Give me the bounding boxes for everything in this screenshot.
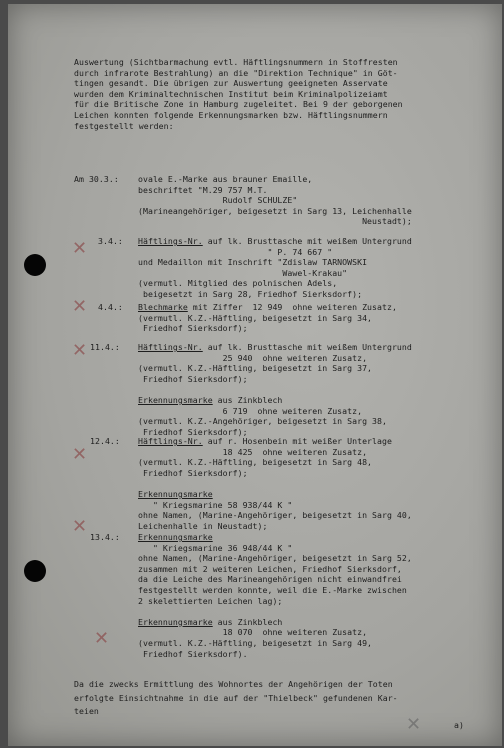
entry-line: Neustadt); <box>138 216 412 227</box>
entry-line: Erkennungsmarke aus Zinkblech <box>138 616 283 627</box>
intro-line: Auswertung (Sichtbarmachung evtl. Häftlingsnummern in Stoffresten <box>74 57 398 67</box>
entry-line: da die Leiche des Marineangehörigen nicht einwandfrei <box>138 574 402 585</box>
entry-line: (vermutl. Mitglied des polnischen Adels, <box>138 278 338 289</box>
entry-line: Erkennungsmarke <box>138 489 213 499</box>
closing-line: Da die zwecks Ermittlung des Wohnortes der Angehörigen der Toten <box>74 679 393 689</box>
entry-line: Häftlings-Nr. auf r. Hosenbein mit weißer Unterlage <box>138 436 392 446</box>
entry-date: Am 30.3.: <box>74 174 119 184</box>
entry-line: beigesetzt in Sarg 28, Friedhof Sierksdorf); <box>138 289 363 299</box>
entry-line: festgestellt werden konnte, weil die E.-Marke zwischen <box>138 585 407 595</box>
entry-line: Rudolf SCHULZE" <box>138 195 298 206</box>
intro-line: tingen gesandt. Die übrigen zur Auswertung geeigneten Asservate <box>74 78 388 89</box>
pencil-cross-mark: ✕ <box>72 444 88 465</box>
intro-line: festgestellt werden: <box>74 120 174 131</box>
closing-line: teien <box>74 706 99 717</box>
entry-line: " P. 74 667 " <box>138 246 333 257</box>
entry-line: Friedhof Sierksdorf); <box>138 373 248 384</box>
entry-date: 3.4.: <box>98 236 123 246</box>
entry-line: Friedhof Sierksdorf); <box>138 323 248 334</box>
pencil-cross-mark: ✕ <box>72 516 88 537</box>
entry-date: 11.4.: <box>90 342 120 352</box>
punch-hole-bottom <box>24 560 46 582</box>
entry-line: Häftlings-Nr. auf lk. Brusttasche mit weißem Untergrund <box>138 236 412 246</box>
entry-line: ohne Namen, (Marine-Angehöriger, beigesetzt in Sarg 40, <box>138 510 412 521</box>
entry-line: (vermutl. K.Z.-Häftling, beigesetzt in Sarg 49, <box>138 638 373 648</box>
pencil-cross-mark: ✕ <box>72 340 88 361</box>
entry-line: zusammen mit 2 weiteren Leichen, Friedhof Sierksdorf, <box>138 563 402 574</box>
punch-hole-top <box>24 254 46 276</box>
entry-line: Leichenhalle in Neustadt); <box>138 520 268 531</box>
entry-line: Häftlings-Nr. auf lk. Brusttasche mit weißem Untergrund <box>138 342 412 352</box>
intro-line: für die Britische Zone in Hamburg zugeleitet. Bei 9 der geborgenen <box>74 99 403 110</box>
pencil-cross-mark: ✕ <box>406 714 422 735</box>
entry-line: Friedhof Sierksdorf). <box>138 648 248 659</box>
entry-line: (vermutl. K.Z.-Häftling, beigesetzt in Sarg 37, <box>138 363 373 374</box>
entry-line: (vermutl. K.Z.-Häftling, beigesetzt in Sarg 48, <box>138 457 373 468</box>
entry-line: Friedhof Sierksdorf); <box>138 426 248 437</box>
pencil-cross-mark: ✕ <box>72 296 88 317</box>
entry-line: 25 940 ohne weiteren Zusatz, <box>138 352 368 363</box>
entry-line: und Medaillon mit Inschrift "Zdislaw TARNOWSKI <box>138 257 368 268</box>
entry-line: 18 425 ohne weiteren Zusatz, <box>138 446 368 457</box>
closing-line: erfolgte Einsichtnahme in die auf der "Thielbeck" gefundenen Kar- <box>74 692 398 703</box>
entry-date: 4.4.: <box>98 302 123 312</box>
entry-date: 12.4.: <box>90 436 120 446</box>
entry-line: Erkennungsmarke aus Zinkblech <box>138 395 283 405</box>
entry-line: ohne Namen, (Marine-Angehöriger, beigesetzt in Sarg 52, <box>138 553 412 564</box>
entry-line: " Kriegsmarine 58 938/44 K " <box>138 499 293 510</box>
entry-line: ovale E.-Marke aus brauner Emaille, <box>138 174 313 184</box>
entry-line: " Kriegsmarine 36 948/44 K " <box>138 542 293 553</box>
entry-line: (vermutl. K.Z.-Angehöriger, beigesetzt in Sarg 38, <box>138 416 387 427</box>
entry-line: (Marineangehöriger, beigesetzt in Sarg 13, Leichenhalle <box>138 205 412 216</box>
entry-line: Erkennungsmarke <box>138 532 213 542</box>
entry-line: 2 skelettierten Leichen lag); <box>138 595 283 606</box>
entry-line: 6 719 ohne weiteren Zusatz, <box>138 405 363 416</box>
footer-mark: a) <box>454 720 464 730</box>
entry-line: Friedhof Sierksdorf); <box>138 467 248 478</box>
pencil-cross-mark: ✕ <box>72 238 88 259</box>
intro-line: durch infrarote Bestrahlung) an die "Direktion Technique" in Göt- <box>74 67 398 78</box>
entry-line: Blechmarke mit Ziffer 12 949 ohne weiteren Zusatz, <box>138 302 397 312</box>
pencil-cross-mark: ✕ <box>94 628 110 649</box>
intro-line: Leichen konnten folgende Erkennungsmarken bzw. Häftlingsnummern <box>74 110 388 120</box>
entry-line: beschriftet "M.29 757 M.T. <box>138 184 268 195</box>
entry-line: 18 070 ohne weiteren Zusatz, <box>138 627 368 638</box>
document-page <box>8 4 502 746</box>
entry-date: 13.4.: <box>90 532 120 542</box>
intro-line: wurden dem Kriminaltechnischen Institut beim Kriminalpolizeiamt <box>74 88 388 99</box>
entry-line: (vermutl. K.Z.-Häftling, beigesetzt in Sarg 34, <box>138 312 373 323</box>
entry-line: Wawel-Krakau" <box>138 267 348 278</box>
